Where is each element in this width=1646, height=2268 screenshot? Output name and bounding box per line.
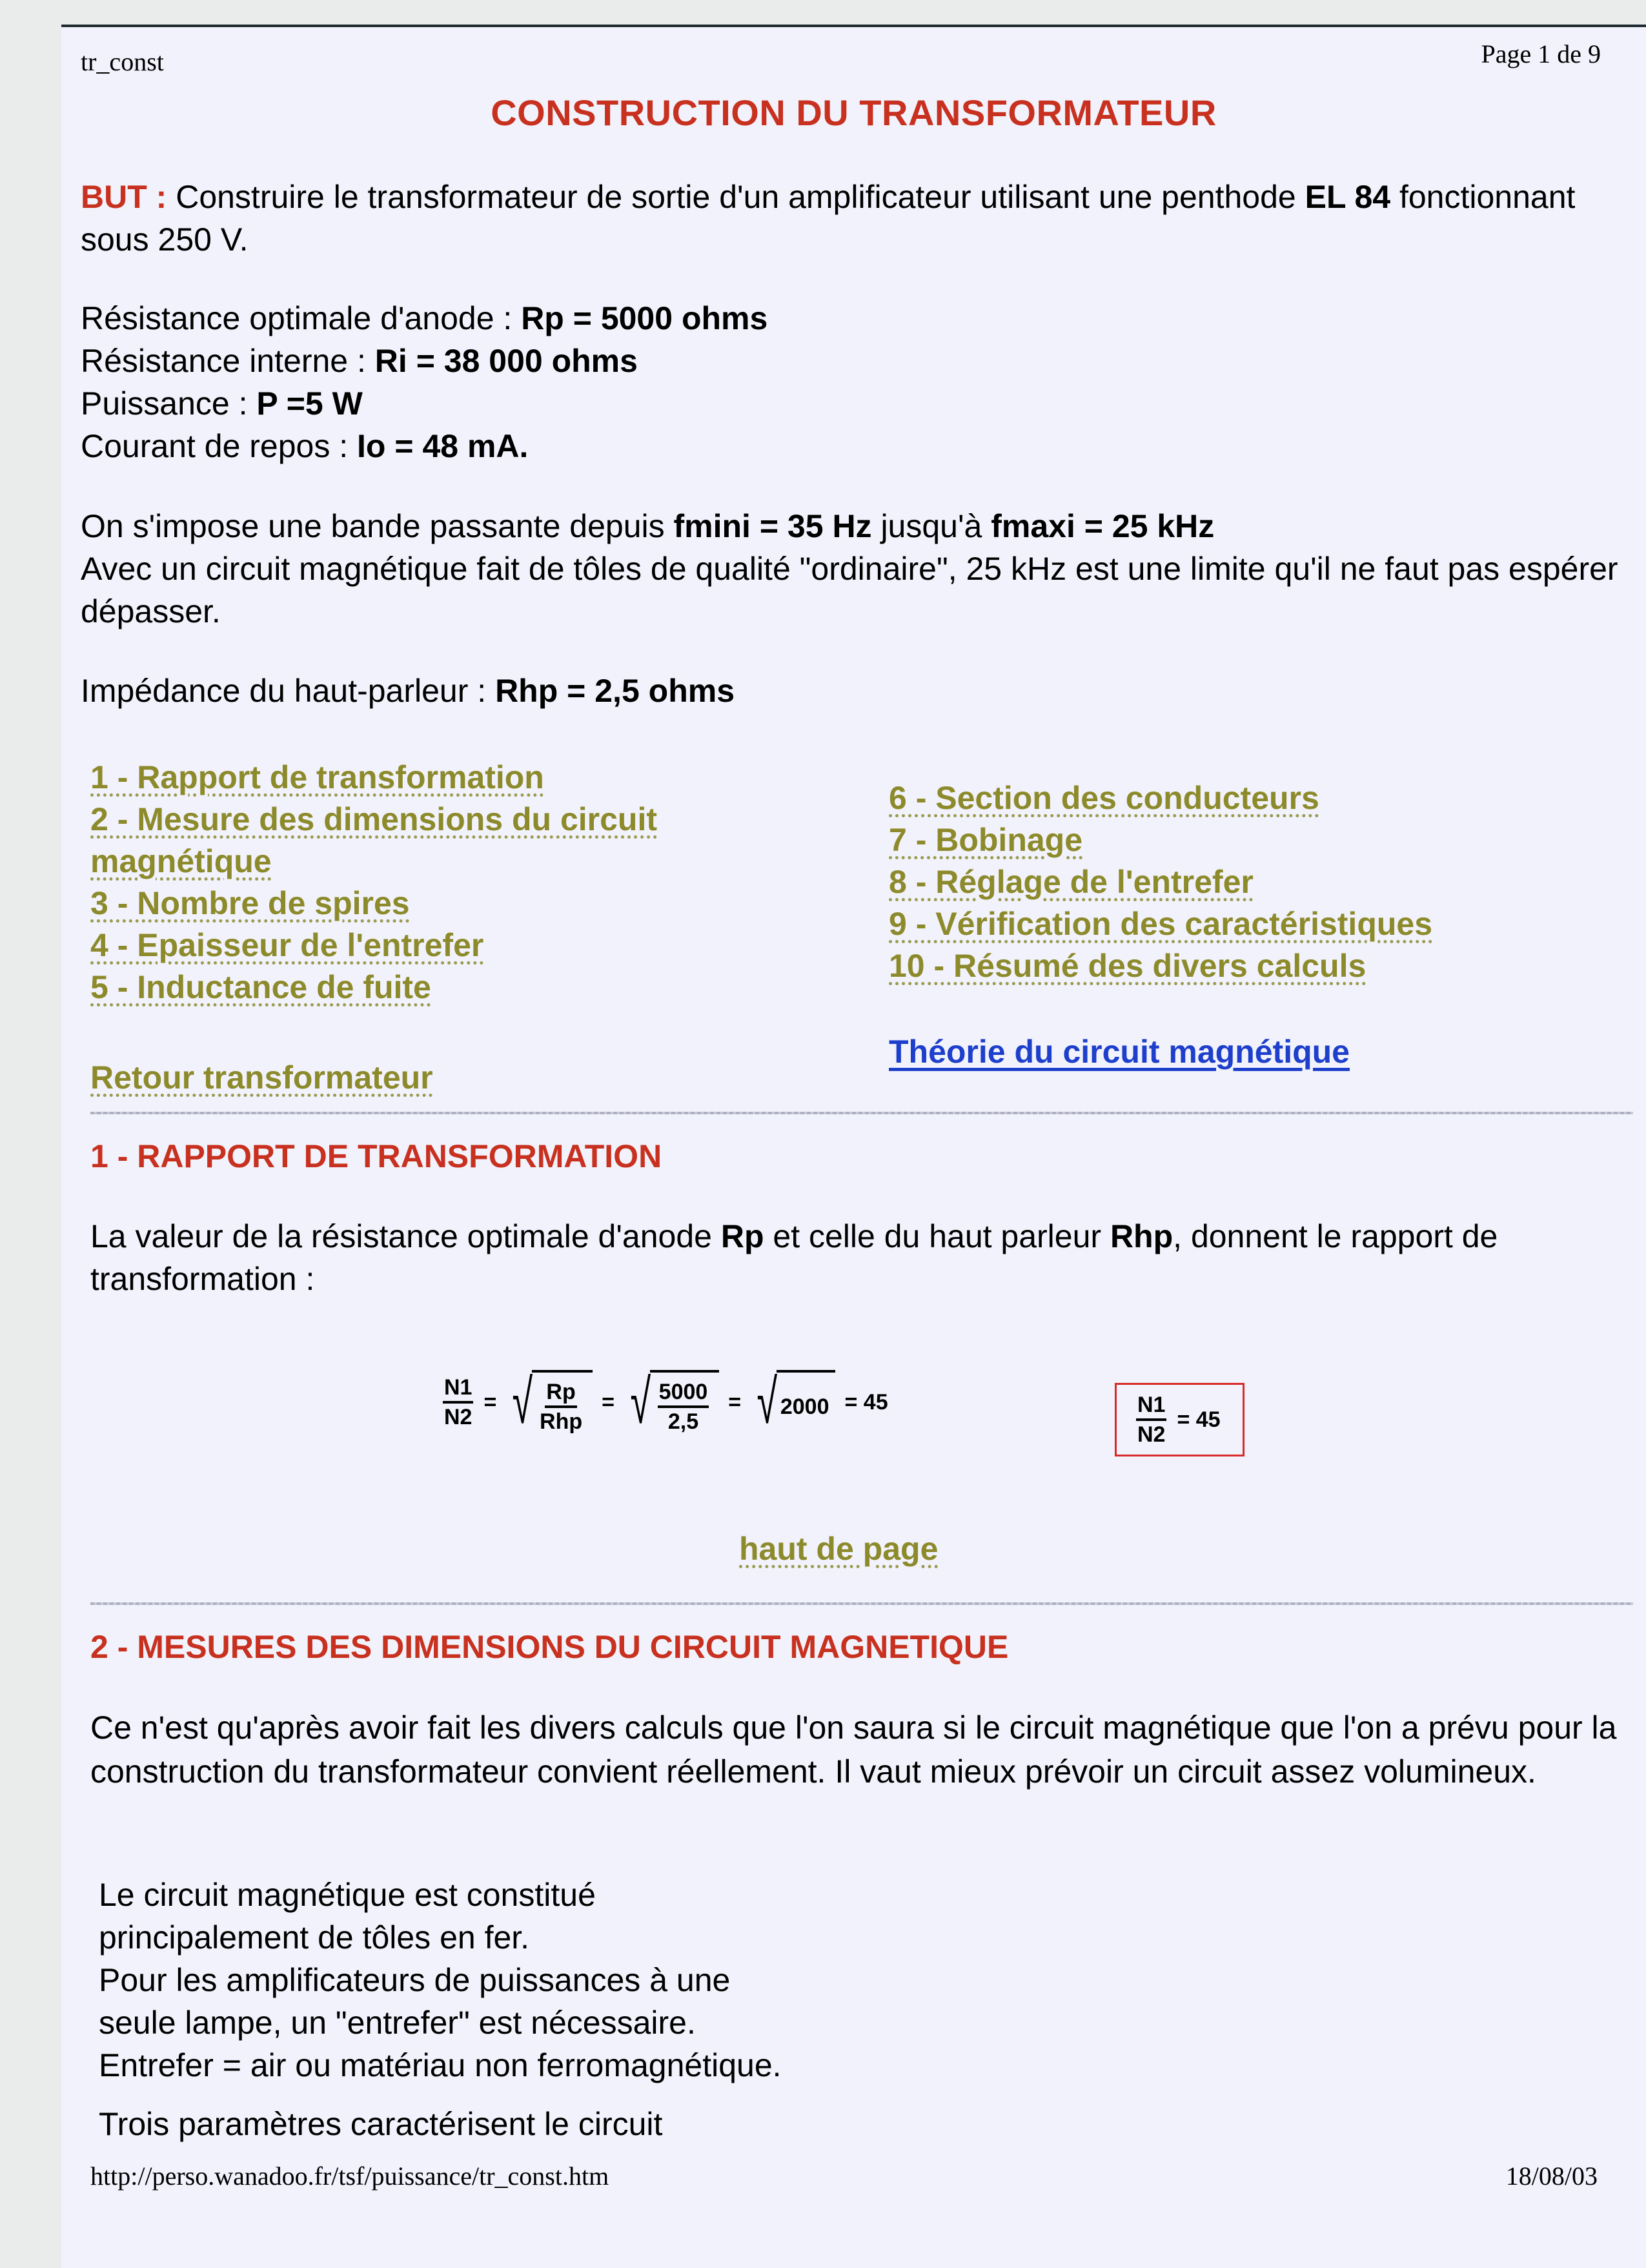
footer-date: 18/08/03 [1505,2161,1598,2191]
sqrt-symbol: √ $\frac{5000}{2,5}$ [624,1370,719,1435]
footer-url: http://perso.wanadoo.fr/tsf/puissance/tr_const.htm [90,2161,609,2191]
toc-right [889,777,1631,987]
toc-link-5[interactable]: 5 - Inductance de fuite [90,969,431,1005]
goal-label: BUT : [81,179,167,215]
toc-link-8[interactable]: 8 - Réglage de l'entrefer [889,864,1254,900]
toc-link-6[interactable]: 6 - Section des conducteurs [889,780,1319,816]
header-page-indicator: Page 1 de 9 [1481,39,1601,68]
back-transformer-link[interactable]: Retour transformateur [90,1059,433,1096]
page-title: CONSTRUCTION DU TRANSFORMATEUR [491,92,1217,133]
tube-name: EL 84 [1305,179,1391,215]
speaker-impedance: Impédance du haut-parleur : Rhp = 2,5 ohms [81,673,735,709]
bandwidth-paragraph: On s'impose une bande passante depuis fmini = 35 Hz jusqu'à fmaxi = 25 kHz Avec un circuit magnétique fait de tôles de qualité "ordinaire", 25 kHz est une limite qu'il ne faut pas espérer dépasser. [81,508,1618,629]
toc-link-4[interactable]: 4 - Epaisseur de l'entrefer [90,927,484,963]
section-2-intro: Ce n'est qu'après avoir fait les divers calculs que l'on saura si le circuit magnétique que l'on a prévu pour la construction du transformateur convient réellement. Il vaut mieux prévoir un circuit assez volumineux. [90,1710,1617,1790]
result-box: $\frac{N1}{N2}$ = 45 [1115,1383,1245,1456]
section-2-trailing: Trois paramètres caractérisent le circuit [99,2106,663,2142]
toc-link-3[interactable]: 3 - Nombre de spires [90,885,410,921]
spec-item: Résistance optimale d'anode : Rp = 5000 ohms [81,300,768,336]
divider [90,1602,1633,1605]
toc-left [90,757,800,1008]
sqrt-symbol: √ $\frac{Rp}{\text{Rhp}}$ [505,1370,593,1435]
toc-link-7[interactable]: 7 - Bobinage [889,822,1083,858]
spec-item: Puissance : P =5 W [81,385,363,422]
header-doc-name: tr_const [81,47,164,76]
toc-link-1[interactable]: 1 - Rapport de transformation [90,759,544,795]
section-2-lines: Le circuit magnétique est constitué principalement de tôles en fer. Pour les amplificateurs de puissances à une seule lampe, un "entrefer" est nécessaire. Entrefer = air ou matériau non ferromagnétique. [99,1877,782,2083]
spec-item: Courant de repos : Io = 48 mA. [81,428,529,464]
specs-list [81,297,767,467]
divider [90,1112,1633,1114]
spec-item: Résistance interne : Ri = 38 000 ohms [81,343,638,379]
document-page [61,25,1646,2268]
theory-link[interactable]: Théorie du circuit magnétique [889,1034,1350,1070]
sqrt-symbol: √ 2000 [750,1370,835,1435]
ratio-formula: $\frac{N1}{N2}$ = √ $\frac{Rp}{\text{Rhp}}$ = √ $\frac{5000}{2,5}$ = √ 2000 = 45 [444,1367,888,1436]
section-2-heading: 2 - MESURES DES DIMENSIONS DU CIRCUIT MAGNETIQUE [90,1629,1009,1665]
toc-link-9[interactable]: 9 - Vérification des caractéristiques [889,906,1433,942]
toc-link-10[interactable]: 10 - Résumé des divers calculs [889,948,1367,984]
section-1-heading: 1 - RAPPORT DE TRANSFORMATION [90,1138,662,1174]
top-of-page-link[interactable]: haut de page [739,1531,939,1567]
section-1-intro: La valeur de la résistance optimale d'anode Rp et celle du haut parleur Rhp, donnent le rapport de transformation : [90,1218,1498,1297]
goal-paragraph: BUT : Construire le transformateur de sortie d'un amplificateur utilisant une penthode EL 84 fonctionnant sous 250 V. [81,179,1576,258]
toc-link-2[interactable]: 2 - Mesure des dimensions du circuit magnétique [90,801,658,879]
